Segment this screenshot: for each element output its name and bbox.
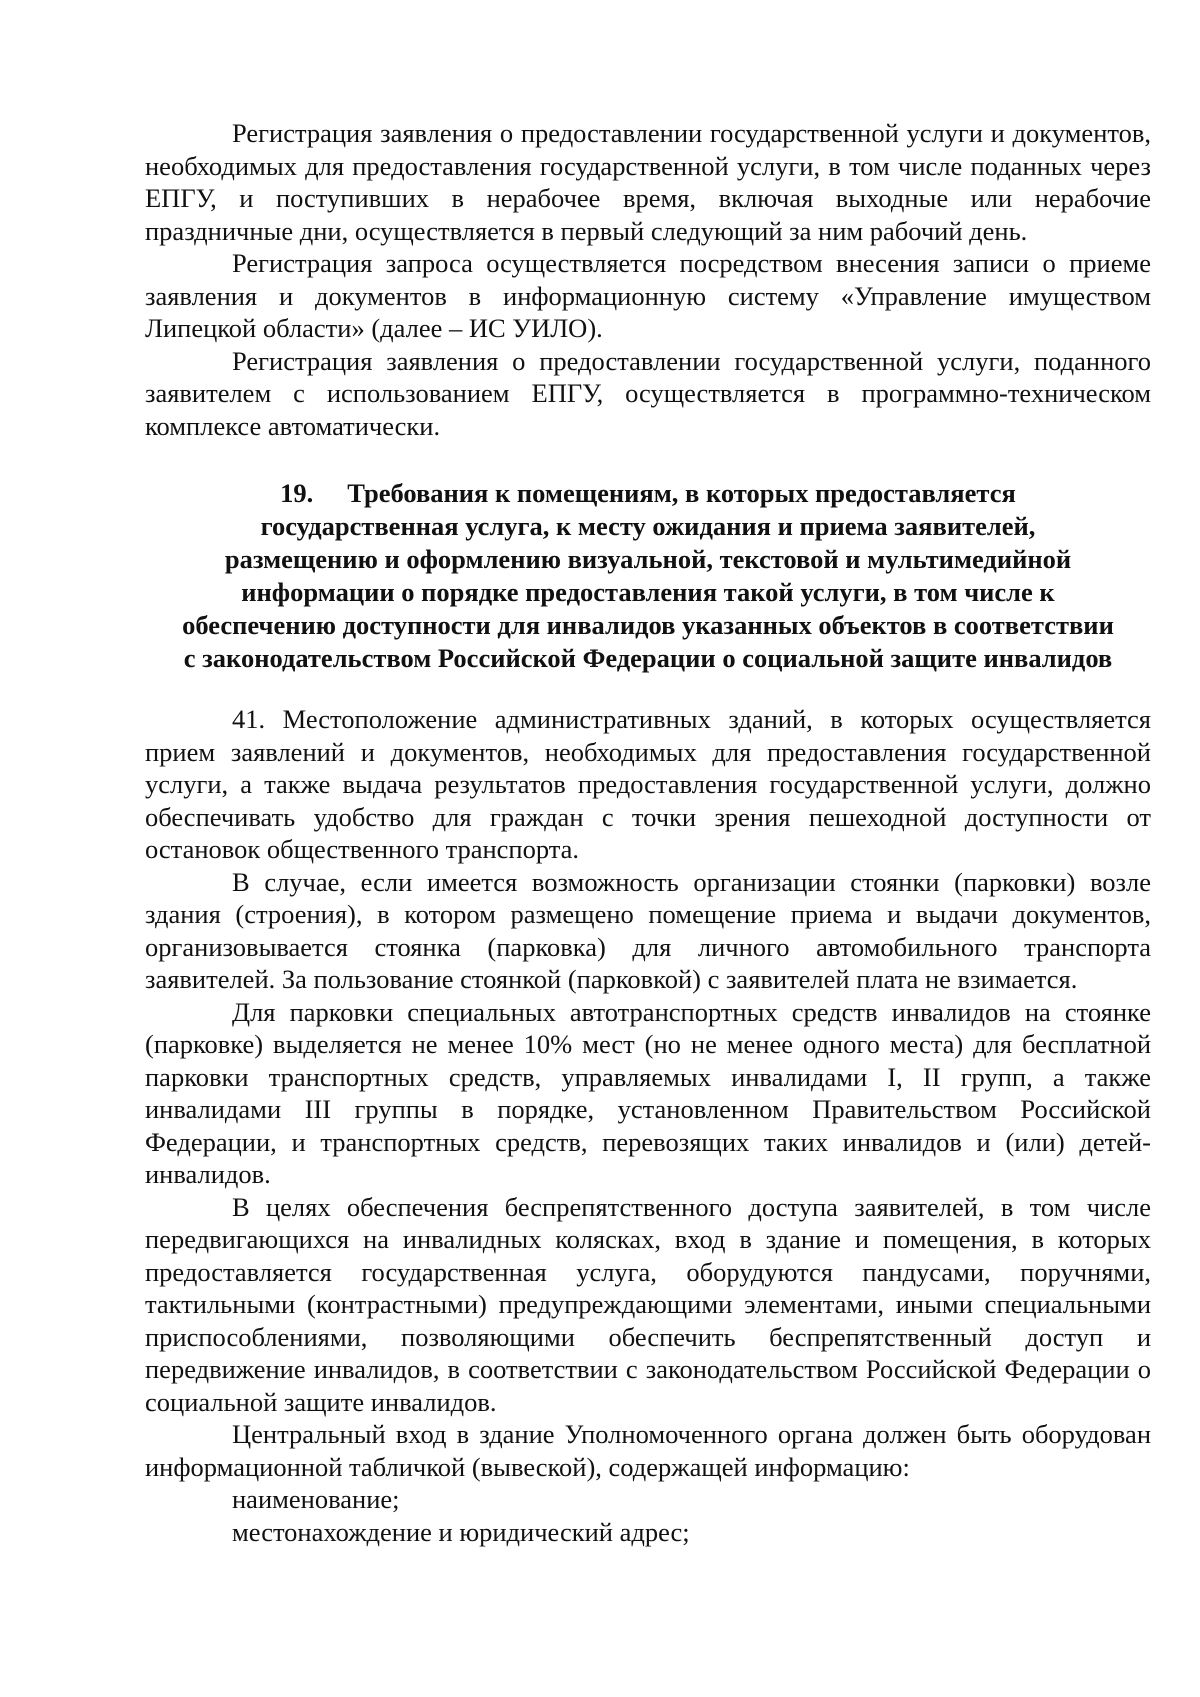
section-title-line: информации о порядке предоставления такой услуги, в том числе к	[241, 577, 1055, 607]
document-body	[145, 117, 1151, 1548]
paragraph-registration-epgu: Регистрация заявления о предоставлении государственной услуги, поданного заявителем с использованием ЕПГУ, осуществляется в программно-техническом комплексе автоматически.	[145, 345, 1151, 441]
section-title-line: государственная услуга, к месту ожидания и приема заявителей,	[260, 511, 1036, 541]
paragraph-parking: В случае, если имеется возможность организации стоянки (парковки) возле здания (строения), в котором размещено помещение приема и выдачи документов, организовывается стоянка (парковка) для личного автомобильного транспорта заявителей. За пользование стоянкой (парковкой) с заявителей плата не взимается.	[145, 866, 1151, 994]
section-title-line: обеспечению доступности для инвалидов указанных объектов в соответствии	[182, 610, 1114, 640]
paragraph-disabled-parking: Для парковки специальных автотранспортных средств инвалидов на стоянке (парковке) выделяется не менее 10% мест (но не менее одного места) для бесплатной парковки транспортных средств, управляемых инвалидами I, II групп, а также инвалидами III группы в порядке, установленном Правительством Российской Федерации, и транспортных средств, перевозящих таких инвалидов и (или) детей- инвалидов.	[145, 996, 1151, 1189]
list-item: наименование;	[232, 1484, 400, 1514]
paragraph-barrier-free-access: В целях обеспечения беспрепятственного доступа заявителей, в том числе передвигающихся на инвалидных колясках, вход в здание и помещения, в которых предоставляется государственная услуга, оборудуются пандусами, поручнями, тактильными (контрастными) предупреждающими элементами, иными специальными приспособлениями, позволяющими обеспечить беспрепятственный доступ и передвижение инвалидов, в соответствии с законодательством Российской Федерации о социальной защите инвалидов.	[145, 1191, 1151, 1417]
paragraph-registration-application: Регистрация заявления о предоставлении государственной услуги и документов, необходимых для предоставления государственной услуги, в том числе поданных через ЕПГУ, и поступивших в нерабочее время, включая выходные или нерабочие праздничные дни, осуществляется в первый следующий за ним рабочий день.	[145, 118, 1151, 246]
section-number: 19.	[280, 478, 314, 508]
paragraph-41-location: 41. Местоположение административных зданий, в которых осуществляется прием заявлений и документов, необходимых для предоставления государственной услуги, а также выдача результатов предоставления государственной услуги, должно обеспечивать удобство для граждан с точки зрения пешеходной доступности от остановок общественного транспорта.	[145, 704, 1151, 864]
section-title-line: размещению и оформлению визуальной, текстовой и мультимедийной	[224, 544, 1072, 574]
paragraph-registration-request: Регистрация запроса осуществляется посредством внесения записи о приеме заявления и документов в информационную систему «Управление имуществом Липецкой области» (далее – ИС УИЛО).	[145, 248, 1151, 343]
list-item: местонахождение и юридический адрес;	[232, 1516, 690, 1547]
section-title-line: с законодательством Российской Федерации о социальной защите инвалидов	[183, 643, 1113, 673]
section-title-line: Требования к помещениям, в которых предоставляется	[347, 478, 1016, 508]
paragraph-central-entrance: Центральный вход в здание Уполномоченного органа должен быть оборудован информационной табличкой (вывеской), содержащей информацию:	[145, 1419, 1151, 1482]
section-heading-line-1	[145, 477, 1151, 510]
section-heading	[145, 477, 1151, 675]
